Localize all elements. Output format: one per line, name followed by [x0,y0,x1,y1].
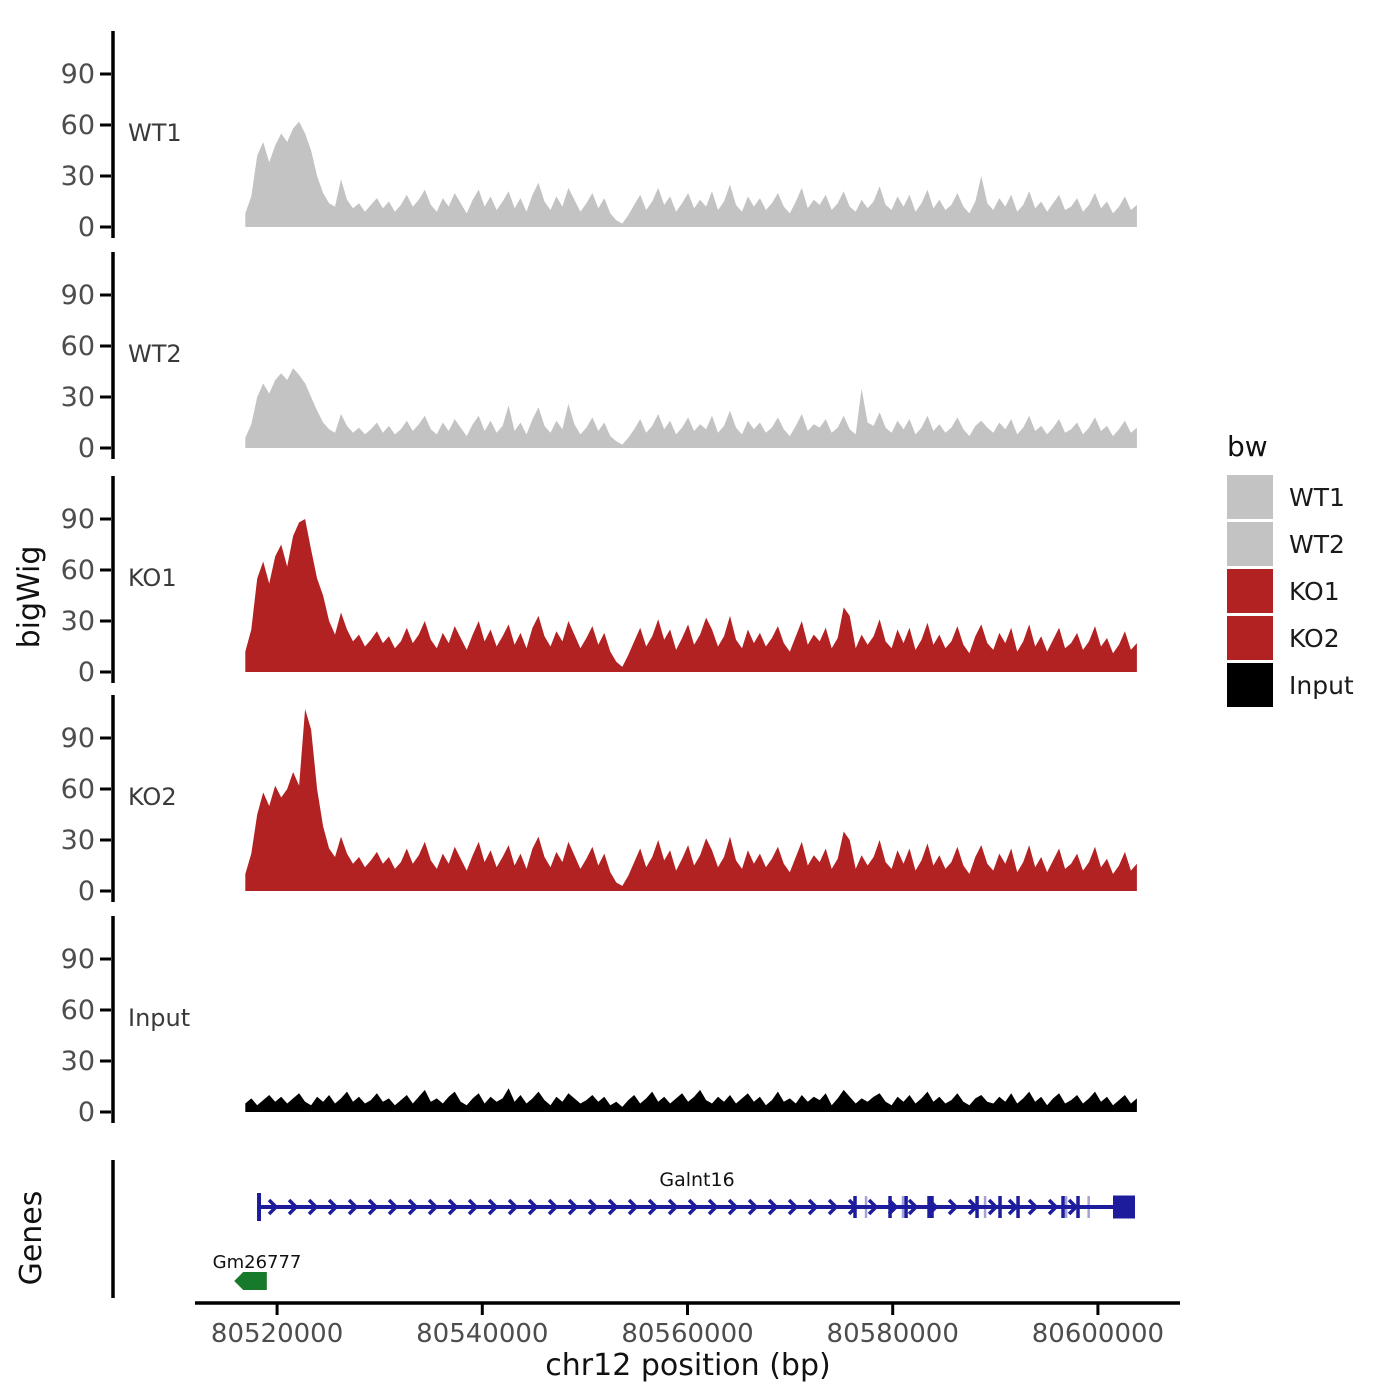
track-KO2 [61,695,1137,907]
signal-tracks [61,31,1137,1128]
gene-end-exon-box [1113,1196,1135,1219]
track-label: KO1 [128,564,177,592]
legend-row [1227,663,1354,707]
x-tick-label: 80600000 [1031,1319,1165,1349]
y-tick-label: 60 [60,110,95,141]
y-tick-label: 90 [60,723,95,754]
y-tick-label: 0 [77,1097,95,1128]
y-tick-label: 30 [60,382,95,413]
track-label: KO2 [128,783,177,811]
y-tick-label: 90 [60,59,95,90]
y-tick-label: 30 [60,1046,95,1077]
y-tick-label: 60 [60,331,95,362]
signal-area-WT1 [245,122,1137,227]
y-tick-label: 30 [60,606,95,637]
signal-area-WT2 [245,368,1137,448]
track-label: Input [128,1004,191,1032]
legend-swatch-ko1 [1227,569,1273,613]
legend-label: KO1 [1289,576,1340,606]
gene-Galnt16 [259,1169,1135,1221]
y-tick-label: 0 [77,212,95,243]
legend-label: WT2 [1289,529,1345,559]
y-tick-label: 0 [77,433,95,464]
x-axis [195,1303,1180,1349]
legend-row [1227,616,1354,660]
gene-Gm26777 [213,1252,302,1290]
legend-label: Input [1289,670,1354,700]
gene-label: Gm26777 [212,1252,302,1273]
signal-area-Input [245,1088,1137,1112]
y-tick-label: 90 [60,944,95,975]
legend-title: bw [1227,430,1268,463]
legend-row [1227,475,1354,519]
signal-area-KO1 [245,519,1137,672]
signal-area-KO2 [245,709,1137,891]
y-tick-label: 60 [60,774,95,805]
track-label: WT2 [128,340,182,368]
gene-body [234,1272,267,1290]
y-tick-label: 30 [60,825,95,856]
legend-swatch-wt2 [1227,522,1273,566]
y-tick-label: 90 [60,504,95,535]
genes-axis-title: Genes [14,1190,49,1286]
legend-label: WT1 [1289,482,1345,512]
y-tick-label: 30 [60,161,95,192]
track-label: WT1 [128,119,182,147]
x-tick-label: 80560000 [621,1319,754,1349]
legend-swatch-ko2 [1227,616,1273,660]
y-tick-label: 0 [77,876,95,907]
legend [1227,430,1354,710]
legend-row [1227,522,1354,566]
x-tick-label: 80540000 [416,1319,549,1349]
track-KO1 [61,476,1137,688]
genes-track [113,1160,1135,1298]
x-tick-label: 80580000 [826,1319,959,1349]
y-axis-title: bigWig [12,545,47,649]
legend-swatch-wt1 [1227,475,1273,519]
track-WT1 [61,31,1137,243]
legend-label: KO2 [1289,623,1340,653]
y-tick-label: 60 [60,555,95,586]
legend-row [1227,569,1354,613]
x-axis-title: chr12 position (bp) [545,1348,831,1383]
x-tick-label: 80520000 [210,1319,344,1349]
track-WT2 [61,252,1137,464]
y-tick-label: 60 [60,995,95,1026]
y-tick-label: 90 [60,280,95,311]
legend-swatch-input [1227,663,1273,707]
y-tick-label: 0 [77,657,95,688]
track-Input [61,916,1137,1128]
gene-label: Galnt16 [659,1169,735,1191]
